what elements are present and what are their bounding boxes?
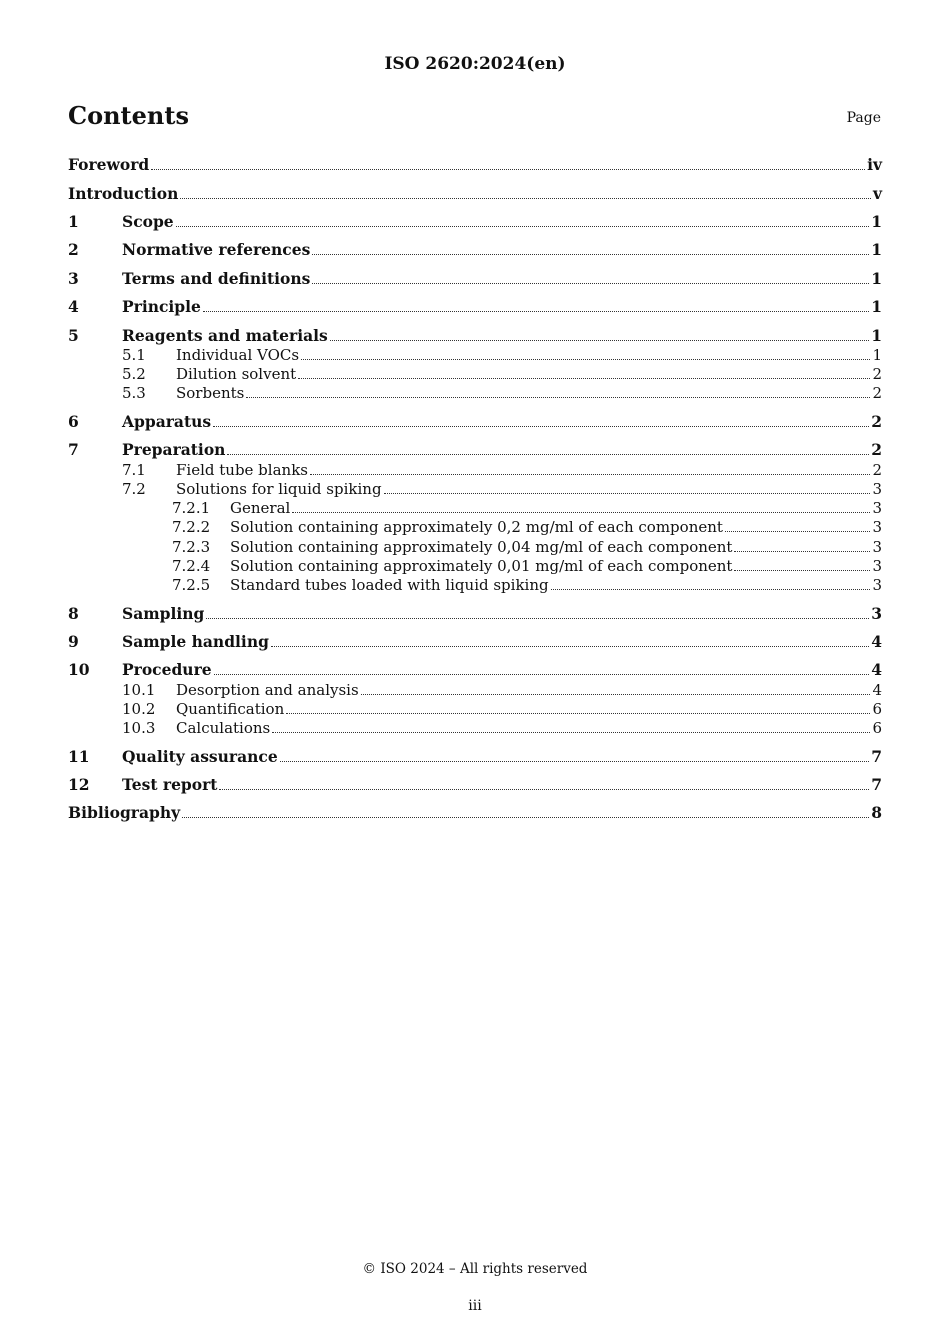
toc-entry-page: 3: [872, 557, 882, 575]
toc-entry[interactable]: [68, 774, 882, 794]
copyright-notice: © ISO 2024 – All rights reserved: [362, 1261, 588, 1277]
toc-entry-title: Sorbents: [176, 384, 245, 402]
toc-entry-number: 7.2.1: [172, 499, 211, 517]
toc-entry-page: 2: [871, 412, 882, 431]
toc-entry[interactable]: [68, 296, 882, 316]
dot-leader: [298, 378, 870, 379]
toc-entry-title: Introduction: [68, 184, 179, 203]
toc-entry-number: 9: [68, 632, 79, 651]
toc-entry[interactable]: [68, 411, 882, 431]
toc-entry-page: 3: [871, 604, 882, 623]
toc-entry-number: 7.1: [122, 461, 146, 479]
dot-leader: [272, 732, 870, 733]
toc-entry[interactable]: [68, 497, 882, 517]
toc-entry[interactable]: [68, 211, 882, 231]
toc-entry-number: 4: [68, 297, 79, 316]
toc-entry-number: 7.2.3: [172, 538, 211, 556]
dot-leader: [219, 789, 869, 790]
toc-entry-title: Quality assurance: [122, 747, 278, 766]
toc-entry-page: 6: [872, 719, 882, 737]
document-id: ISO 2620:2024(en): [384, 54, 566, 74]
toc-entry-title: Sampling: [122, 604, 205, 623]
dot-leader: [151, 169, 865, 170]
toc-entry-title: Test report: [122, 775, 218, 794]
toc-entry-page: 2: [871, 440, 882, 459]
dot-leader: [286, 713, 870, 714]
toc-entry-page: 1: [871, 269, 882, 288]
toc-entry-number: 10.1: [122, 681, 156, 699]
toc-entry-title: Desorption and analysis: [176, 681, 359, 699]
toc-entry[interactable]: [68, 574, 882, 594]
dot-leader: [206, 618, 869, 619]
dot-leader: [214, 674, 870, 675]
toc-entry-number: 7.2.2: [172, 518, 211, 536]
toc-entry[interactable]: [68, 603, 882, 623]
toc-entry-number: 5.1: [122, 346, 146, 364]
toc-entry-page: 3: [872, 480, 882, 498]
toc-entry[interactable]: [68, 382, 882, 402]
toc-entry-title: Bibliography: [68, 803, 181, 822]
toc-entry-number: 11: [68, 747, 90, 766]
toc-entry-title: Dilution solvent: [176, 365, 297, 383]
toc-entry-title: Procedure: [122, 660, 212, 679]
dot-leader: [361, 694, 871, 695]
toc-entry-number: 6: [68, 412, 79, 431]
toc-entry[interactable]: [68, 239, 882, 259]
toc-entry-page: 4: [872, 681, 882, 699]
dot-leader: [310, 474, 870, 475]
toc-entry-page: iv: [867, 155, 882, 174]
toc-entry-page: 2: [872, 365, 882, 383]
toc-entry[interactable]: [68, 268, 882, 288]
toc-entry-title: Standard tubes loaded with liquid spiking: [230, 576, 549, 594]
toc-entry[interactable]: [68, 459, 882, 479]
dot-leader: [384, 493, 871, 494]
toc-entry-title: Apparatus: [122, 412, 212, 431]
toc-entry-page: 3: [872, 538, 882, 556]
toc-entry-number: 10.3: [122, 719, 156, 737]
toc-entry[interactable]: [68, 698, 882, 718]
toc-entry-number: 7.2: [122, 480, 146, 498]
dot-leader: [280, 761, 870, 762]
toc-entry-title: Field tube blanks: [176, 461, 308, 479]
toc-entry-number: 8: [68, 604, 79, 623]
toc-entry[interactable]: [68, 154, 882, 174]
toc-entry-page: 7: [871, 775, 882, 794]
toc-entry-page: 1: [871, 326, 882, 345]
toc-entry-title: Preparation: [122, 440, 226, 459]
toc-entry-page: 1: [872, 346, 882, 364]
dot-leader: [271, 646, 869, 647]
toc-entry[interactable]: [68, 802, 882, 822]
toc-entry-number: 5: [68, 326, 79, 345]
toc-entry-number: 10: [68, 660, 90, 679]
dot-leader: [180, 198, 871, 199]
toc-entry-number: 10.2: [122, 700, 156, 718]
toc-entry-title: Sample handling: [122, 632, 269, 651]
toc-entry-title: Solution containing approximately 0,2 mg/ml of each component: [230, 518, 723, 536]
toc-entry-title: Foreword: [68, 155, 150, 174]
toc-entry-number: 1: [68, 212, 79, 231]
toc-entry-title: Normative references: [122, 240, 311, 259]
toc-entry-page: 8: [871, 803, 882, 822]
toc-entry-title: Quantification: [176, 700, 285, 718]
toc-entry-number: 3: [68, 269, 79, 288]
toc-entry-title: Solutions for liquid spiking: [176, 480, 382, 498]
toc-entry[interactable]: [68, 325, 882, 345]
toc-entry[interactable]: [68, 659, 882, 679]
toc-entry[interactable]: [68, 183, 882, 203]
toc-entry[interactable]: [68, 631, 882, 651]
dot-leader: [246, 397, 870, 398]
toc-entry[interactable]: [68, 746, 882, 766]
toc-entry-title: Scope: [122, 212, 174, 231]
toc-entry-page: 2: [872, 461, 882, 479]
toc-entry-page: 6: [872, 700, 882, 718]
toc-entry-title: Terms and definitions: [122, 269, 311, 288]
toc-entry-page: 3: [872, 518, 882, 536]
toc-entry-number: 5.3: [122, 384, 146, 402]
toc-entry[interactable]: [68, 439, 882, 459]
dot-leader: [301, 359, 870, 360]
dot-leader: [725, 531, 871, 532]
toc-entry[interactable]: [68, 478, 882, 498]
page-number: iii: [468, 1298, 482, 1314]
dot-leader: [292, 512, 870, 513]
toc-entry-page: 7: [871, 747, 882, 766]
toc-entry-page: 1: [871, 297, 882, 316]
dot-leader: [312, 254, 869, 255]
dot-leader: [734, 570, 870, 571]
toc-entry[interactable]: [68, 344, 882, 364]
toc-entry-page: 2: [872, 384, 882, 402]
toc-entry-number: 7.2.5: [172, 576, 211, 594]
toc-entry-number: 5.2: [122, 365, 146, 383]
dot-leader: [182, 817, 869, 818]
dot-leader: [551, 589, 871, 590]
toc-entry-page: 4: [871, 660, 882, 679]
dot-leader: [203, 311, 869, 312]
toc-entry-title: Solution containing approximately 0,01 mg/ml of each component: [230, 557, 733, 575]
dot-leader: [312, 283, 869, 284]
toc-entry-title: Reagents and materials: [122, 326, 328, 345]
toc-entry[interactable]: [68, 555, 882, 575]
toc-entry-number: 2: [68, 240, 79, 259]
toc-entry-number: 7: [68, 440, 79, 459]
dot-leader: [227, 454, 869, 455]
toc-entry-page: 3: [872, 576, 882, 594]
toc-entry-title: Individual VOCs: [176, 346, 300, 364]
toc-entry-number: 7.2.4: [172, 557, 211, 575]
page-column-label: Page: [846, 110, 881, 126]
toc-entry[interactable]: [68, 516, 882, 536]
toc-entry-title: General: [230, 499, 291, 517]
toc-entry[interactable]: [68, 363, 882, 383]
toc-entry-page: 1: [871, 212, 882, 231]
toc-entry[interactable]: [68, 679, 882, 699]
toc-entry[interactable]: [68, 717, 882, 737]
toc-entry-title: Calculations: [176, 719, 271, 737]
contents-heading: Contents: [68, 101, 189, 130]
dot-leader: [213, 426, 869, 427]
toc-entry[interactable]: [68, 536, 882, 556]
toc-entry-title: Solution containing approximately 0,04 mg/ml of each component: [230, 538, 733, 556]
dot-leader: [734, 551, 870, 552]
toc-entry-page: v: [872, 184, 882, 203]
dot-leader: [176, 226, 870, 227]
toc-entry-title: Principle: [122, 297, 201, 316]
toc-entry-page: 3: [872, 499, 882, 517]
toc-entry-page: 4: [871, 632, 882, 651]
toc-entry-number: 12: [68, 775, 90, 794]
toc-entry-page: 1: [871, 240, 882, 259]
dot-leader: [330, 340, 869, 341]
